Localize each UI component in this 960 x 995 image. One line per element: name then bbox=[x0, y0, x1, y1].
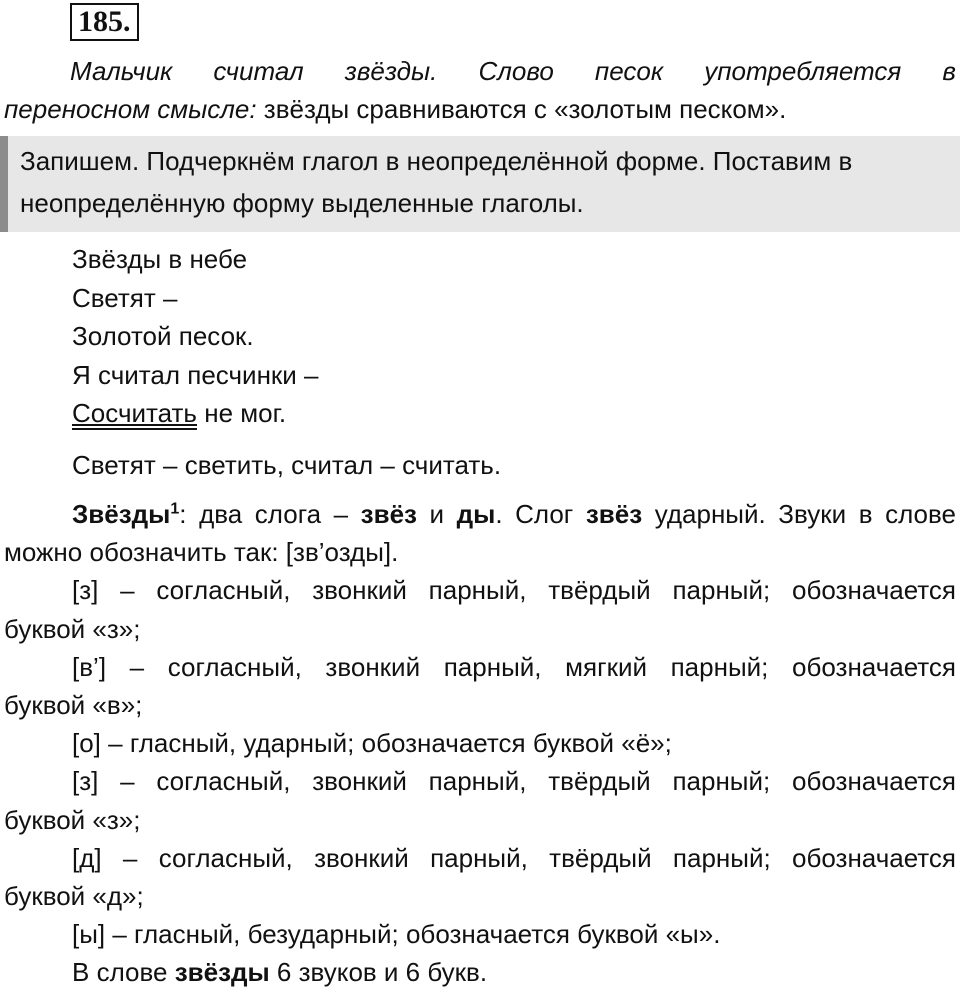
poem-line: Светят – bbox=[72, 282, 178, 313]
poem-line: Золотой песок. bbox=[72, 321, 254, 351]
poem-line-rest: не мог. bbox=[196, 398, 287, 428]
analysis-word: Звёзды bbox=[72, 499, 171, 529]
intro-line-2 bbox=[4, 90, 956, 128]
sound-line: [в’] – согласный, звонкий парный, мягкий парный; обозначается bbox=[72, 651, 956, 682]
exercise-number: 185. bbox=[70, 3, 139, 41]
intro-word: песок bbox=[594, 56, 664, 86]
intro-word: в bbox=[942, 56, 956, 86]
intro-rest: звёзды сравниваются с «золотым песком». bbox=[256, 94, 787, 124]
sound-line: буквой «з»; bbox=[4, 804, 141, 835]
instruction-note bbox=[0, 136, 960, 232]
note-line-2: неопределённую форму выделенные глаголы. bbox=[20, 188, 584, 218]
intro-word: считал bbox=[213, 56, 304, 86]
sound-line: [о] – гласный, ударный; обозначается буквой «ё»; bbox=[72, 728, 672, 759]
intro-word: употребляется bbox=[704, 56, 902, 86]
intro-line-1 bbox=[4, 52, 956, 90]
intro-word: Слово bbox=[478, 56, 554, 86]
sound-line: [д] – согласный, звонкий парный, твёрдый парный; обозначается bbox=[72, 842, 956, 873]
underlined-infinitive: Сосчитать bbox=[72, 398, 197, 428]
sound-line: буквой «д»; bbox=[4, 881, 144, 912]
poem-line: Звёзды в небе bbox=[72, 244, 248, 274]
intro-paragraph bbox=[4, 52, 956, 128]
summary-line: В слове звёзды 6 звуков и 6 букв. bbox=[72, 957, 488, 988]
intro-word: звёзды. bbox=[344, 56, 438, 86]
poem-line: Я считал песчинки – bbox=[72, 359, 319, 390]
intro-italic: переносном смысле: bbox=[4, 94, 257, 124]
sound-line: буквой «з»; bbox=[4, 613, 141, 644]
sound-line: [з] – согласный, звонкий парный, твёрдый парный; обозначается bbox=[72, 575, 956, 606]
sound-line: [з] – согласный, звонкий парный, твёрдый парный; обозначается bbox=[72, 766, 956, 797]
footnote-mark: 1 bbox=[170, 500, 180, 518]
note-line-1: Запишем. Подчеркнём глагол в неопределённой форме. Поставим в bbox=[20, 146, 853, 176]
phonetic-analysis bbox=[4, 495, 956, 992]
sound-line: [ы] – гласный, безударный; обозначается буквой «ы». bbox=[72, 919, 721, 950]
poem bbox=[72, 240, 319, 433]
sound-line: буквой «в»; bbox=[4, 690, 143, 721]
intro-word: Мальчик bbox=[70, 56, 173, 86]
analysis-line: Звёзды$^1$: два слога – звёз и ды. Слог звёз ударный. Звуки в слове bbox=[72, 499, 956, 529]
poem-line bbox=[72, 394, 319, 433]
analysis-line: можно обозначить так: [зв’озды]. bbox=[4, 537, 399, 568]
verb-forms: Светят – светить, считал – считать. bbox=[72, 450, 502, 480]
